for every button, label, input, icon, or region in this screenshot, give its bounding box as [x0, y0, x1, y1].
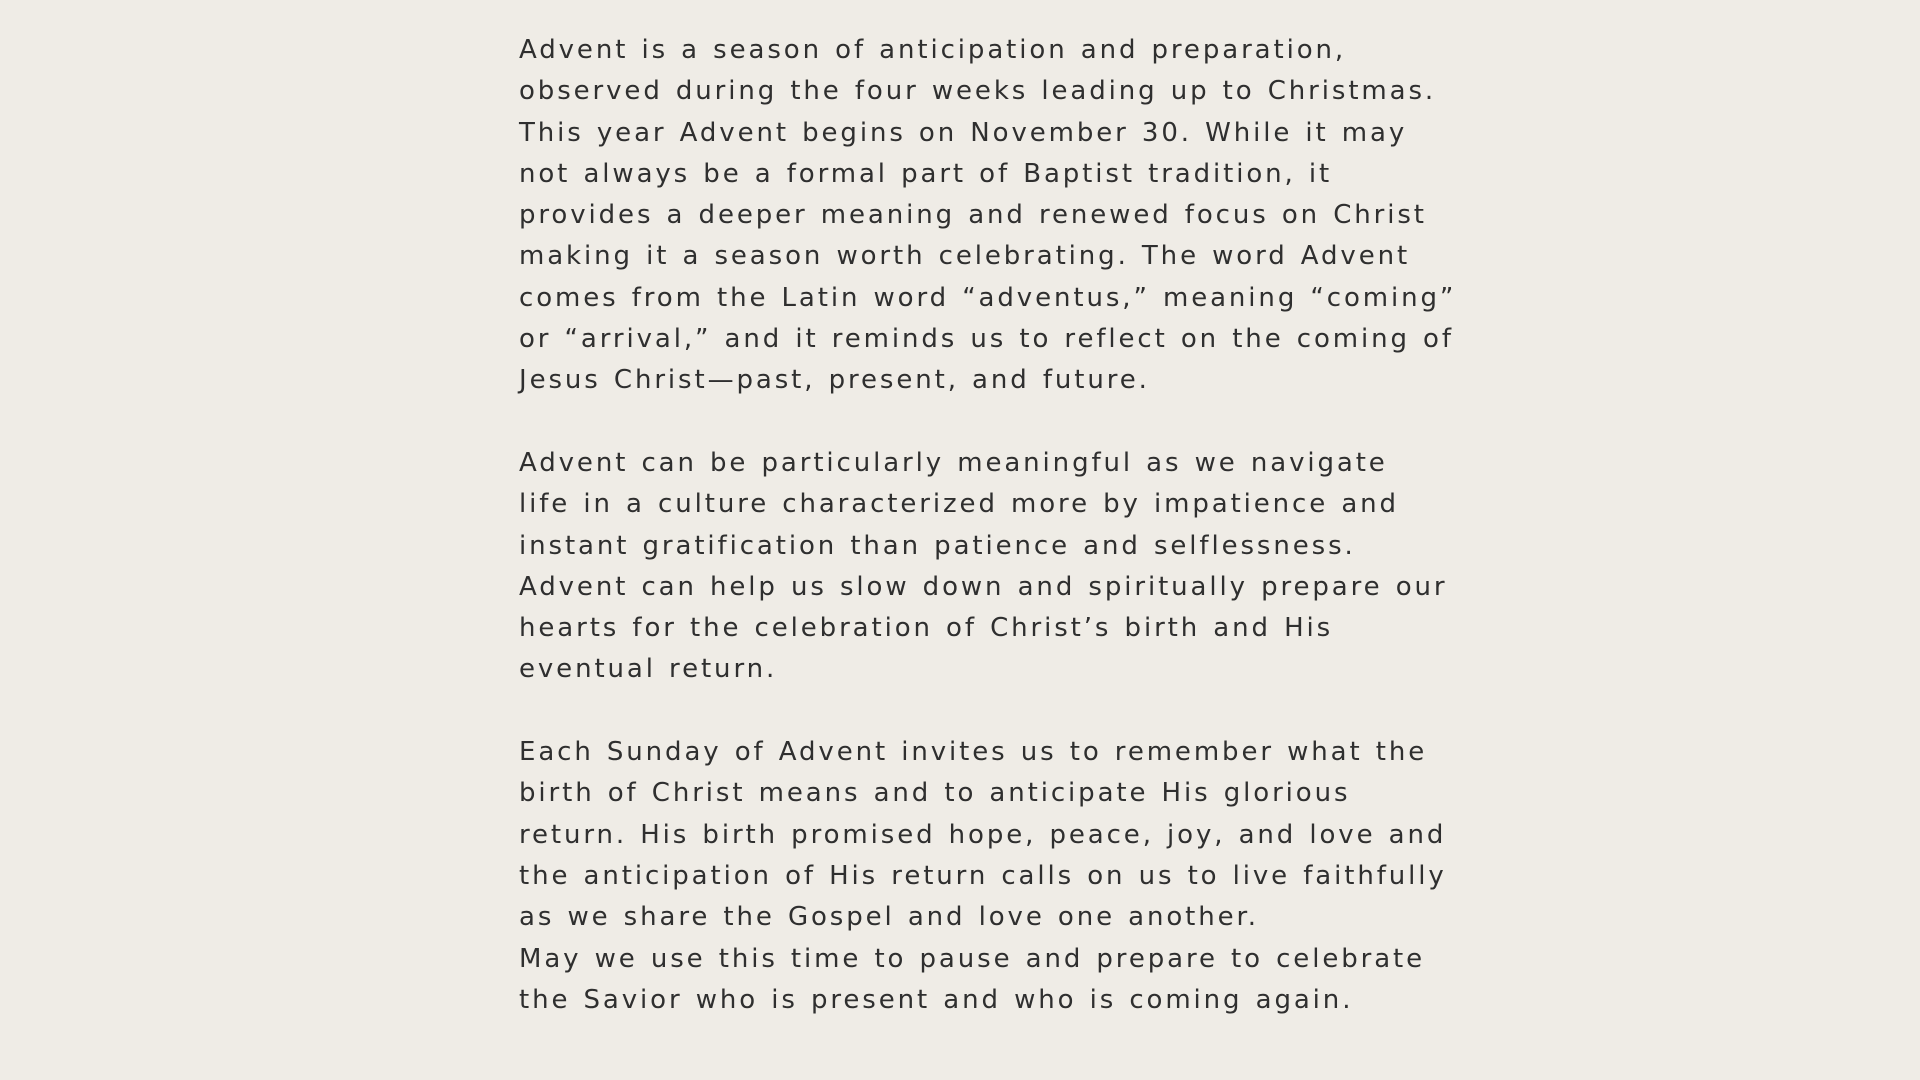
paragraph-advent-sundays	[519, 732, 1447, 938]
text-line: This year Advent begins on November 30. While it may	[519, 117, 1408, 148]
text-line: the anticipation of His return calls on us to live faithfully	[519, 860, 1447, 891]
text-line: instant gratification than patience and selflessness.	[519, 530, 1356, 561]
text-line: Each Sunday of Advent invites us to remember what the	[519, 737, 1428, 768]
text-line: May we use this time to pause and prepare to celebrate	[519, 943, 1426, 974]
text-line: provides a deeper meaning and renewed focus on Christ	[519, 200, 1427, 231]
text-line: return. His birth promised hope, peace, joy, and love and	[519, 819, 1447, 850]
text-line: observed during the four weeks leading up to Christmas.	[519, 76, 1437, 107]
paragraph-advent-meaning	[519, 443, 1448, 691]
paragraph-spacer	[519, 402, 1419, 443]
text-line: eventual return.	[519, 654, 778, 685]
text-line: the Savior who is present and who is coming again.	[519, 984, 1354, 1015]
text-line: or “arrival,” and it reminds us to reflect on the coming of	[519, 324, 1454, 355]
text-line: Advent is a season of anticipation and preparation,	[519, 35, 1347, 65]
text-line: comes from the Latin word “adventus,” meaning “coming”	[519, 282, 1457, 313]
text-line: Advent can help us slow down and spiritually prepare our	[519, 571, 1448, 602]
text-line: hearts for the celebration of Christ’s birth and His	[519, 613, 1334, 644]
text-line: life in a culture characterized more by impatience and	[519, 489, 1399, 520]
text-line: Advent can be particularly meaningful as we navigate	[519, 447, 1388, 478]
paragraph-closing-prayer	[519, 939, 1426, 1022]
text-line: making it a season worth celebrating. The word Advent	[519, 241, 1411, 272]
article-body	[519, 30, 1457, 1021]
paragraph-spacer	[519, 691, 1419, 732]
text-line: Jesus Christ—past, present, and future.	[519, 365, 1150, 396]
text-line: as we share the Gospel and love one another.	[519, 902, 1259, 933]
paragraph-advent-intro	[519, 30, 1457, 402]
text-line: not always be a formal part of Baptist tradition, it	[519, 158, 1333, 189]
text-line: birth of Christ means and to anticipate His glorious	[519, 778, 1351, 809]
